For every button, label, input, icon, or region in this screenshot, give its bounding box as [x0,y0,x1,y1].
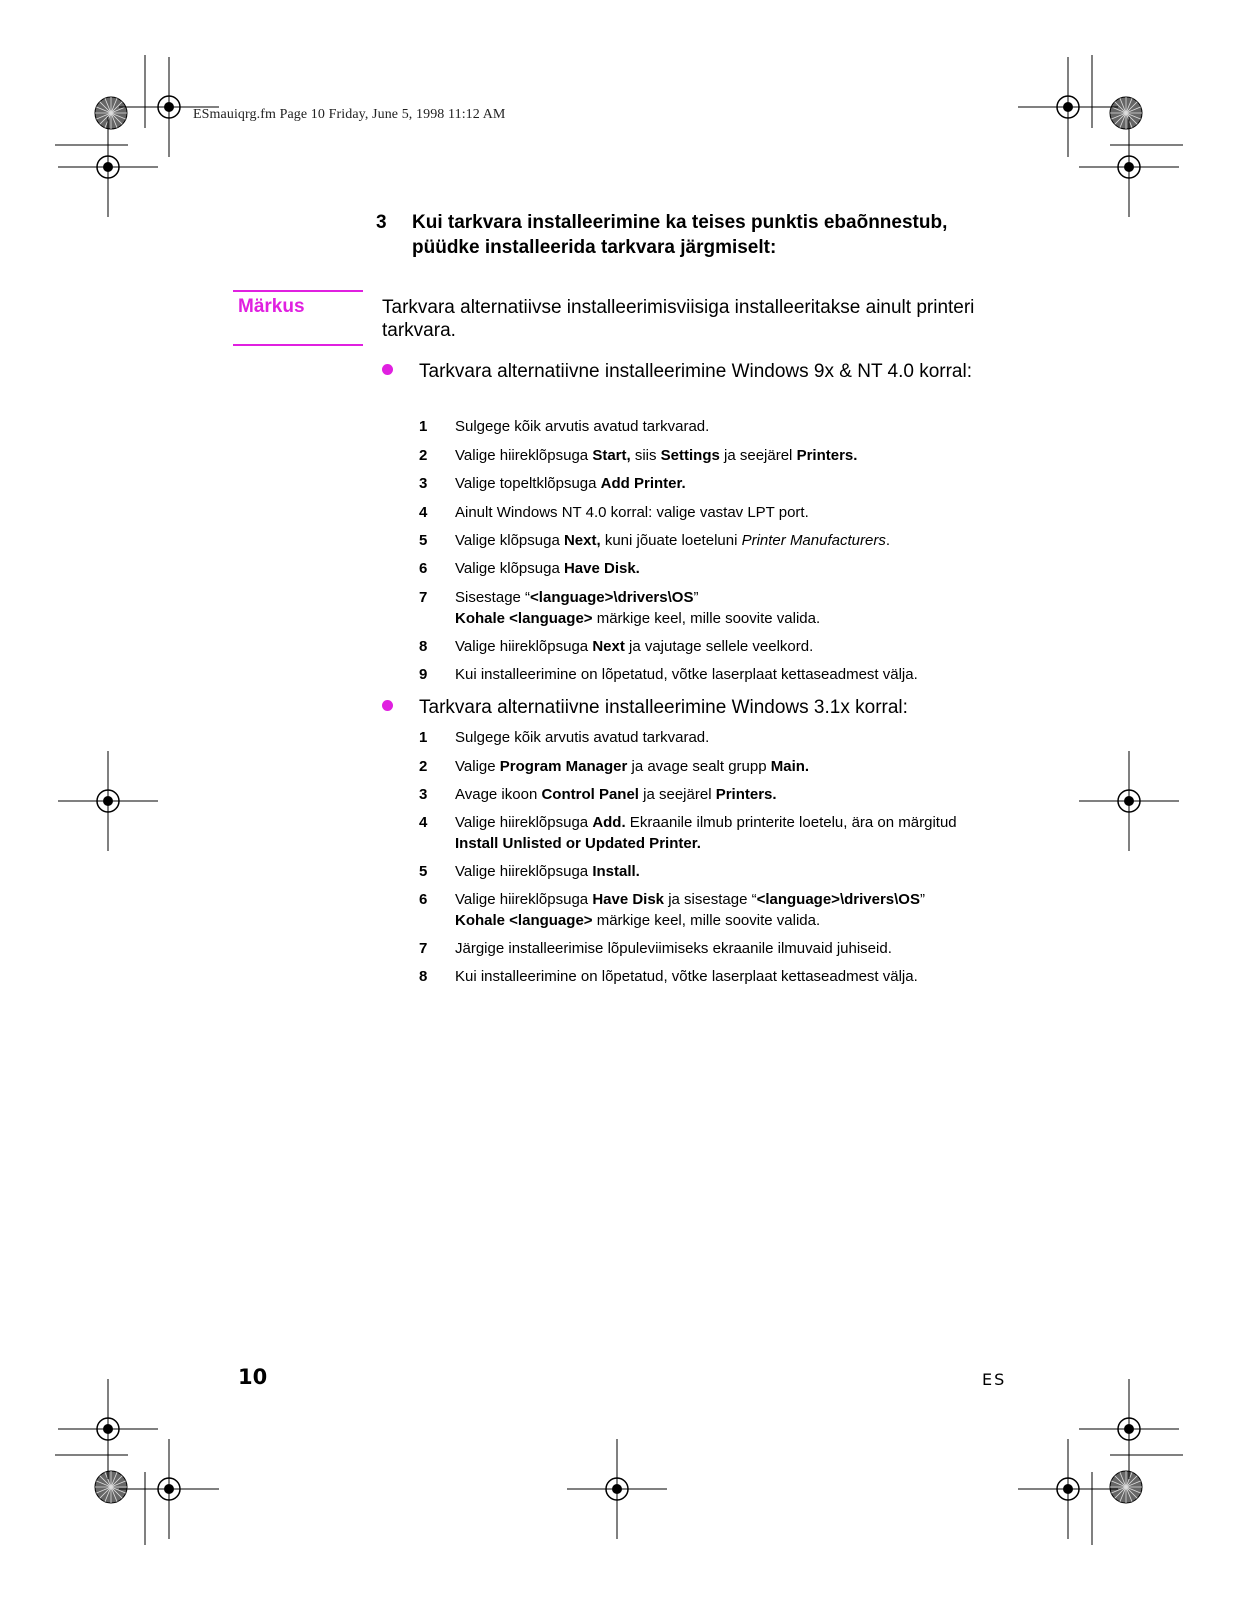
step-text: Sisestage “<language>\drivers\OS” Kohale <language> märkige keel, mille soovite valida. [455,589,821,627]
note-rule-top [233,290,363,292]
section-31x [382,696,982,719]
step-heading-number: 3 [376,212,387,233]
step-text: Sulgege kõik arvutis avatud tarkvarad. [455,418,710,435]
file-info-header: ESmauiqrg.fm Page 10 Friday, June 5, 1998 11:12 AM [193,107,506,122]
crosshair-icon [1079,751,1179,851]
page-number: 10 [238,1365,268,1389]
step-number: 4 [419,504,428,521]
step-number: 1 [419,729,428,746]
crosshair-icon [1079,117,1179,217]
section-title: Tarkvara alternatiivne installeerimine Windows 9x & NT 4.0 korral: [419,361,972,382]
step-text: Valige Program Manager ja avage sealt grupp Main. [455,758,810,775]
note-text: Tarkvara alternatiivse installeerimisviisiga installeeritakse ainult printeri tarkvara. [382,297,975,341]
note-label: Märkus [238,296,305,317]
step-text: Valige hiireklõpsuga Install. [455,863,640,880]
registration-star-icon [95,1471,127,1503]
bullet-icon [382,364,393,375]
step-number: 8 [419,968,428,985]
step-number: 9 [419,666,428,683]
step-heading-text: Kui tarkvara installeerimine ka teises punktis ebaõnnestub, püüdke installeerida tarkvara järgmiselt: [412,212,948,258]
step-number: 3 [419,786,428,803]
language-code: ES [982,1370,1007,1389]
step-text: Valige klõpsuga Have Disk. [455,560,640,577]
step-number: 5 [419,532,428,549]
step-number: 1 [419,418,428,435]
registration-star-icon [1110,97,1142,129]
step-number: 7 [419,940,428,957]
step-number: 3 [419,475,428,492]
step-text: Valige hiireklõpsuga Add. Ekraanile ilmub printerite loetelu, ära on märgitud Install Unlisted or Updated Printer. [455,814,957,852]
step-number: 4 [419,814,428,831]
registration-star-icon [1110,1471,1142,1503]
step-text: Valige topeltklõpsuga Add Printer. [455,475,686,492]
step-text: Ainult Windows NT 4.0 korral: valige vastav LPT port. [455,504,809,521]
crosshair-icon [567,1439,667,1539]
step-text: Kui installeerimine on lõpetatud, võtke laserplaat kettaseadmest välja. [455,968,918,985]
step-number: 2 [419,447,428,464]
step-number: 5 [419,863,428,880]
step-number: 8 [419,638,428,655]
bullet-icon [382,700,393,711]
step-text: Valige hiireklõpsuga Start, siis Settings ja seejärel Printers. [455,447,858,464]
crosshair-icon [1018,57,1118,157]
step-text: Valige hiireklõpsuga Next ja vajutage sellele veelkord. [455,638,814,655]
step-text: Kui installeerimine on lõpetatud, võtke laserplaat kettaseadmest välja. [455,666,918,683]
step-number: 2 [419,758,428,775]
step-text: Valige klõpsuga Next, kuni jõuate loeteluni Printer Manufacturers. [455,532,890,549]
step-number: 6 [419,891,428,908]
crosshair-icon [58,117,158,217]
crosshair-icon [1018,1439,1118,1539]
crosshair-icon [58,751,158,851]
step-text: Järgige installeerimise lõpuleviimiseks ekraanile ilmuvaid juhiseid. [455,940,892,957]
step-number: 6 [419,560,428,577]
section-title: Tarkvara alternatiivne installeerimine Windows 3.1x korral: [419,697,908,718]
registration-star-icon [95,97,127,129]
note-rule-bottom [233,344,363,346]
step-number: 7 [419,589,428,606]
step-text: Avage ikoon Control Panel ja seejärel Printers. [455,786,777,803]
crosshair-icon [58,1379,158,1479]
crosshair-icon [119,1439,219,1539]
crosshair-icon [1079,1379,1179,1479]
step-text: Sulgege kõik arvutis avatud tarkvarad. [455,729,710,746]
step-text: Valige hiireklõpsuga Have Disk ja sisestage “<language>\drivers\OS” Kohale <language> märkige keel, mille soovite valida. [455,891,925,929]
section-9x-nt [382,360,982,406]
